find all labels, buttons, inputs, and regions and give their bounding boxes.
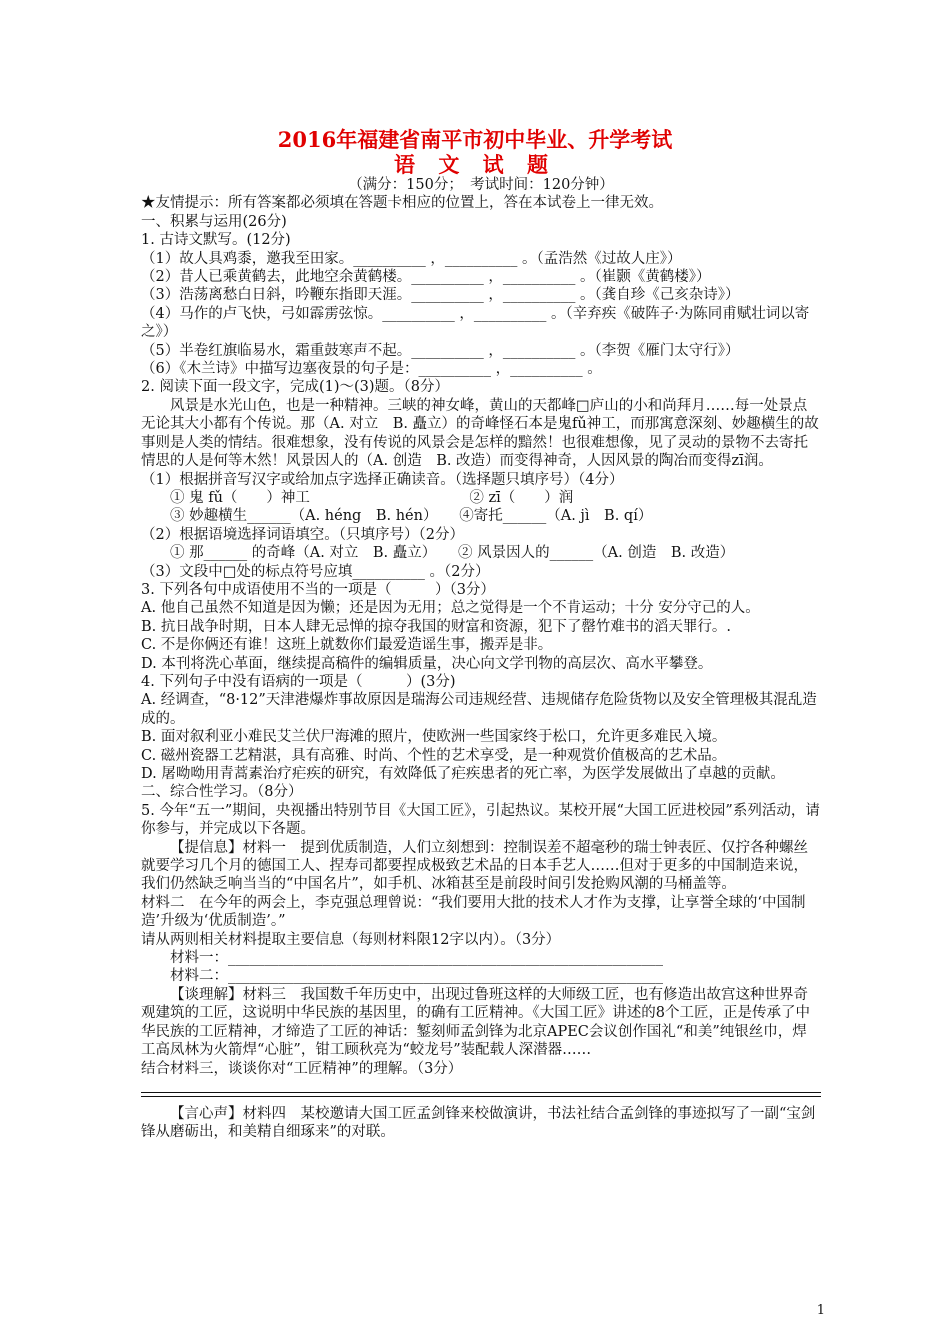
section-heading: 一、积累与运用(26分) <box>141 213 287 230</box>
option-item: B. 抗日战争时期，日本人肆无忌惮的掠夺我国的财富和资源，犯下了罄竹难书的滔天罪行。. <box>141 618 731 635</box>
material-paragraph: 材料二 在今年的两会上，李克强总理曾说：“我们要用大批的技术人才作为支撑，让享誉全球的‘中国制造’升级为‘优质制造’。” <box>141 894 806 930</box>
question-heading: 5. 今年“五一”期间，央视播出特别节目《大国工匠》，引起热议。某校开展“大国工匠进校园”系列活动，请你参与，并完成以下各题。 <box>141 802 820 838</box>
question-item: ③ 妙趣横生______（A. héng B. hén） ④寄托______（A. jì B. qí） <box>141 508 653 525</box>
question-heading: 3. 下列各句中成语使用不当的一项是（ ）（3分） <box>141 581 495 598</box>
page-number: 1 <box>816 1303 825 1318</box>
reading-passage: 风景是水光山色，也是一种精神。三峡的神女峰，黄山的天都峰□庐山的小和尚拜月……每一处景点无论其大小都有个传说。那（A. 对立 B. 矗立）的奇峰怪石本是鬼fǔ神工，而那寓意深刻、妙趣横生的故事则是人类的情结。很难想象，没有传说的风景会是怎样的黯然！也很难想像，见了灵动的景物不去寄托情思的人是何等木然！风景因人的（A. 创造 B. 改造）而变得神奇，人因风景的陶冶而变得zī润。 <box>141 397 819 470</box>
option-item: D. 屠呦呦用青蒿素治疗疟疾的研究，有效降低了疟疾患者的死亡率，为医学发展做出了卓越的贡献。 <box>141 766 785 782</box>
question-item: （2）根据语境选择词语填空。（只填序号）（2分） <box>141 526 464 543</box>
notice: ★友情提示：所有答案都必须填在答题卡相应的位置上，答在本试卷上一律无效。 <box>141 195 663 212</box>
page-title: 2016年福建省南平市初中毕业、升学考试 <box>277 127 673 152</box>
question-item: （1）故人具鸡黍，邀我至田家。__________ ，__________ 。（孟浩然《过故人庄》） <box>141 250 682 267</box>
answer-rule <box>141 1092 821 1093</box>
question-heading: 4. 下列句子中没有语病的一项是（ ）(3分) <box>141 673 456 690</box>
question-item: ① 那______ 的奇峰（A. 对立 B. 矗立） ② 风景因人的______（A. 创造 B. 改造） <box>141 545 735 562</box>
question-item: 结合材料三，谈谈你对“工匠精神”的理解。（3分） <box>141 1060 463 1077</box>
option-item: A. 他自己虽然不知道是因为懒；还是因为无用；总之觉得是一个不肯运动；十分 安分守己的人。 <box>141 600 760 617</box>
material-paragraph: 【提信息】材料一 提到优质制造，人们立刻想到：控制误差不超毫秒的瑞士钟表匠、仅拧各种螺丝就要学习几个月的德国工人、捏寿司都要捏成极致艺术品的日本手艺人……但对于更多的中国制造来说，我们仍然缺乏响当当的“中国名片”，如手机、冰箱甚至是前段时间引发抢购风潮的马桶盖等。 <box>141 839 808 893</box>
option-item: C. 磁州瓷器工艺精湛，具有高雅、时尚、个性的艺术享受，是一种观赏价值极高的艺术品。 <box>141 747 727 764</box>
question-item: ① 鬼 fǔ（ ）神工 ② zī（ ）润 <box>141 489 574 506</box>
question-item: （5）半卷红旗临易水，霜重鼓寒声不起。__________ ，__________ 。（李贺《雁门太守行》） <box>141 342 740 359</box>
question-item: （3）文段中□处的标点符号应填__________ 。（2分） <box>141 563 490 580</box>
question-item: （6）《木兰诗》中描写边塞夜景的句子是：__________ ，__________ 。 <box>141 361 602 378</box>
option-item: C. 不是你俩还有谁！这班上就数你们最爱造谣生事，搬弄是非。 <box>141 637 553 654</box>
answer-line: 材料二：____________________________________________________________ <box>141 968 663 985</box>
answer-rule <box>141 1096 821 1097</box>
question-item: （4）马作的卢飞快，弓如霹雳弦惊。__________ ，__________ 。（辛弃疾《破阵子·为陈同甫赋壮词以寄之》） <box>141 305 810 341</box>
question-item: （1）根据拼音写汉字或给加点字选择正确读音。（选择题只填序号）（4分） <box>141 471 624 488</box>
exam-body <box>141 176 821 1142</box>
exam-meta: （满分：150分； 考试时间：120分钟） <box>348 177 614 193</box>
section-heading: 二、综合性学习。（8分） <box>141 784 303 801</box>
question-item: （3）浩荡离愁白日斜，吟鞭东指即天涯。__________ ，__________ 。（龚自珍《己亥杂诗》） <box>141 287 740 304</box>
option-item: A. 经调查，“8·12”天津港爆炸事故原因是瑞海公司违规经营、违规储存危险货物以及安全管理极其混乱造成的。 <box>141 692 817 727</box>
material-paragraph: 【谈理解】材料三 我国数千年历史中，出现过鲁班这样的大师级工匠，也有修造出故宫这种世界奇观建筑的工匠，这说明中华民族的基因里，的确有工匠精神。《大国工匠》讲述的8个工匠，正是传承了中华民族的工匠精神，才缔造了工匠的神话：錾刻师孟剑锋为北京APEC会议创作国礼“和美”纯银丝巾，焊工高凤林为火箭焊“心脏”，钳工顾秋亮为“蛟龙号”装配载人深潜器…… <box>141 986 810 1059</box>
question-item: 请从两则相关材料提取主要信息（每则材料限12字以内）。（3分） <box>141 931 561 948</box>
option-item: D. 本刊将洗心革面，继续提高稿件的编辑质量，决心向文学刊物的高层次、高水平攀登。 <box>141 655 713 672</box>
material-paragraph: 【言心声】材料四 某校邀请大国工匠孟剑锋来校做演讲，书法社结合孟剑锋的事迹拟写了一副“宝剑锋从磨砺出，和美精自细琢来”的对联。 <box>141 1105 816 1141</box>
option-item: B. 面对叙利亚小难民艾兰伏尸海滩的照片，使欧洲一些国家终于松口，允许更多难民入境。 <box>141 729 727 746</box>
answer-line: 材料一：____________________________________________________________ <box>141 950 663 967</box>
question-heading: 1. 古诗文默写。(12分) <box>141 232 291 249</box>
question-heading: 2. 阅读下面一段文字，完成(1)～(3)题。（8分） <box>141 379 449 396</box>
question-item: （2）昔人已乘黄鹤去，此地空余黄鹤楼。__________ ，__________ 。（崔颢《黄鹤楼》） <box>141 269 711 286</box>
page-subtitle: 语 文 试 题 <box>394 152 556 177</box>
